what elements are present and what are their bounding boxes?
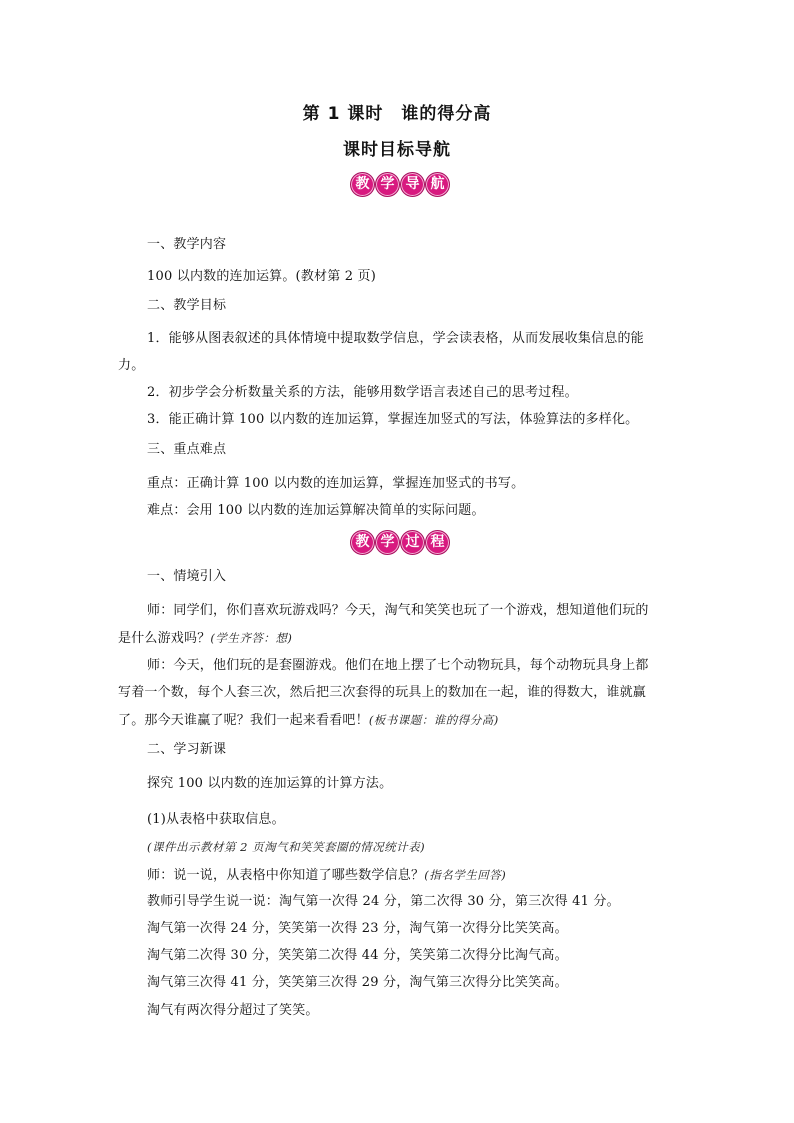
section-heading: 三、重点难点 <box>147 442 227 457</box>
badge-char: 过 <box>400 530 425 555</box>
paragraph: 写着一个数，每个人套三次，然后把三次套得的玩具上的数加在一起，谁的得数大，谁就赢 <box>118 685 647 700</box>
paragraph-text: 了。那今天谁赢了呢？我们一起来看看吧！ <box>118 713 369 728</box>
section-heading: 二、学习新课 <box>147 742 227 757</box>
paragraph <box>118 711 499 730</box>
section-heading: 二、教学目标 <box>147 298 227 313</box>
badge-char: 学 <box>375 172 400 197</box>
annotation: (学生齐答：想) <box>210 631 293 645</box>
lesson-title: 第 1 课时 谁的得分高 <box>302 104 492 124</box>
paragraph-text: 是什么游戏吗？ <box>118 631 211 646</box>
paragraph: 难点：会用 100 以内数的连加运算解决简单的实际问题。 <box>147 503 485 518</box>
paragraph: 100 以内数的连加运算。(教材第 2 页) <box>147 269 377 284</box>
paragraph: 探究 100 以内数的连加运算的计算方法。 <box>147 776 393 791</box>
badge-char: 航 <box>425 172 450 197</box>
section-heading: 一、教学内容 <box>147 237 227 252</box>
paragraph: 淘气第二次得 30 分，笑笑第二次得 44 分，笑笑第二次得分比淘气高。 <box>147 948 568 963</box>
paragraph-text: 师：说一说，从表格中你知道了哪些数学信息？ <box>147 868 425 883</box>
badge-char: 程 <box>425 530 450 555</box>
paragraph <box>147 866 506 885</box>
paragraph: 师：今天，他们玩的是套圈游戏。他们在地上摆了七个动物玩具，每个动物玩具身上都 <box>147 658 649 673</box>
section-heading: 一、情境引入 <box>147 569 227 584</box>
paragraph: 3．能正确计算 100 以内数的连加运算，掌握连加竖式的写法，体验算法的多样化。 <box>147 412 639 427</box>
badge-teaching-guide <box>350 172 450 197</box>
badge-char: 教 <box>350 172 375 197</box>
paragraph: 重点：正确计算 100 以内数的连加运算，掌握连加竖式的书写。 <box>147 476 525 491</box>
paragraph: 淘气第三次得 41 分，笑笑第三次得 29 分，淘气第三次得分比笑笑高。 <box>147 975 568 990</box>
paragraph: (1)从表格中获取信息。 <box>147 812 285 827</box>
paragraph: 淘气第一次得 24 分，笑笑第一次得 23 分，淘气第一次得分比笑笑高。 <box>147 921 568 936</box>
paragraph: 教师引导学生说一说：淘气第一次得 24 分，第二次得 30 分，第三次得 41 分。 <box>147 894 620 909</box>
badge-char: 导 <box>400 172 425 197</box>
subtitle: 课时目标导航 <box>343 140 451 160</box>
badge-teaching-process <box>350 530 450 555</box>
badge-char: 学 <box>375 530 400 555</box>
paragraph <box>118 629 292 648</box>
paragraph: 淘气有两次得分超过了笑笑。 <box>147 1003 319 1018</box>
paragraph: 2．初步学会分析数量关系的方法，能够用数学语言表述自己的思考过程。 <box>147 385 578 400</box>
paragraph: 1．能够从图表叙述的具体情境中提取数学信息，学会读表格，从而发展收集信息的能 <box>147 331 644 346</box>
badge-char: 教 <box>350 530 375 555</box>
paragraph: 力。 <box>118 358 145 373</box>
annotation: (板书课题：谁的得分高) <box>368 713 499 727</box>
paragraph: 师：同学们，你们喜欢玩游戏吗？今天，淘气和笑笑也玩了一个游戏，想知道他们玩的 <box>147 603 649 618</box>
annotation: (指名学生回答) <box>424 868 507 882</box>
annotation: (课件出示教材第 2 页淘气和笑笑套圈的情况统计表) <box>147 840 426 854</box>
